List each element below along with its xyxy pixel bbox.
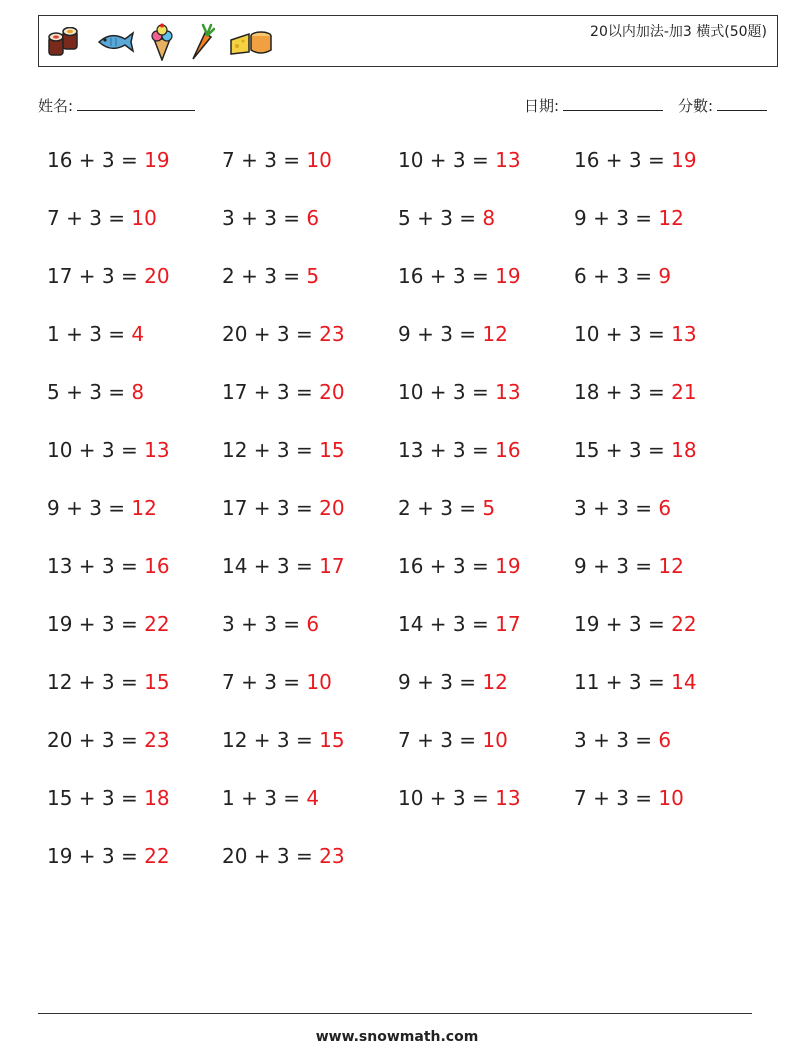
problem-answer: 17 [319, 554, 345, 578]
problem-answer: 10 [306, 670, 332, 694]
fish-icon [95, 29, 135, 55]
problem-item [47, 728, 170, 752]
problem-item [47, 264, 170, 288]
problem-answer: 8 [482, 206, 496, 230]
date-field [524, 95, 663, 116]
problem-item [47, 554, 170, 578]
problem-answer: 23 [319, 322, 345, 346]
problem-row [47, 372, 767, 430]
problem-question: 12 + 3 = [222, 438, 320, 462]
problem-answer: 20 [319, 380, 345, 404]
problem-question: 9 + 3 = [47, 496, 132, 520]
problem-item [398, 206, 495, 230]
problem-question: 15 + 3 = [574, 438, 672, 462]
problem-answer: 19 [671, 148, 697, 172]
problem-answer: 10 [658, 786, 684, 810]
problem-question: 5 + 3 = [398, 206, 483, 230]
problem-item [222, 264, 319, 288]
problem-question: 17 + 3 = [222, 496, 320, 520]
problem-item [222, 670, 332, 694]
problem-question: 1 + 3 = [222, 786, 307, 810]
problem-question: 11 + 3 = [574, 670, 672, 694]
problem-item [398, 380, 521, 404]
problem-item [398, 612, 521, 636]
problem-item [222, 786, 319, 810]
problem-question: 9 + 3 = [574, 554, 659, 578]
problem-question: 13 + 3 = [398, 438, 496, 462]
problem-item [574, 612, 697, 636]
footer-divider [38, 1013, 752, 1014]
problem-item [574, 554, 684, 578]
problem-question: 17 + 3 = [222, 380, 320, 404]
problem-item [398, 148, 521, 172]
problem-answer: 15 [319, 438, 345, 462]
problem-question: 9 + 3 = [574, 206, 659, 230]
problem-question: 3 + 3 = [222, 612, 307, 636]
score-label: 分數: [678, 97, 714, 115]
problem-item [47, 844, 170, 868]
problem-question: 10 + 3 = [574, 322, 672, 346]
problem-question: 3 + 3 = [574, 728, 659, 752]
problem-item [222, 322, 345, 346]
date-label: 日期: [524, 97, 560, 115]
problem-answer: 10 [131, 206, 157, 230]
problem-answer: 8 [131, 380, 145, 404]
problem-question: 7 + 3 = [47, 206, 132, 230]
problem-item [47, 612, 170, 636]
problem-item [574, 728, 671, 752]
problem-answer: 22 [144, 612, 170, 636]
problem-answer: 12 [658, 554, 684, 578]
problem-item [398, 786, 521, 810]
problem-question: 9 + 3 = [398, 322, 483, 346]
problem-row [47, 546, 767, 604]
problem-item [222, 496, 345, 520]
problem-item [222, 380, 345, 404]
problem-answer: 13 [144, 438, 170, 462]
problem-item [398, 554, 521, 578]
problem-item [47, 206, 157, 230]
problem-question: 17 + 3 = [47, 264, 145, 288]
icon-strip [47, 22, 273, 62]
problem-question: 7 + 3 = [574, 786, 659, 810]
problem-question: 1 + 3 = [47, 322, 132, 346]
problem-answer: 9 [658, 264, 672, 288]
problem-item [222, 728, 345, 752]
problem-row [47, 198, 767, 256]
score-blank-line[interactable] [717, 95, 767, 111]
problem-answer: 18 [671, 438, 697, 462]
problem-answer: 13 [495, 786, 521, 810]
problem-item [574, 786, 684, 810]
problem-question: 2 + 3 = [222, 264, 307, 288]
problem-item [47, 670, 170, 694]
problem-question: 5 + 3 = [47, 380, 132, 404]
page-title: 20以内加法-加3 横式(50題) [590, 24, 767, 40]
problem-row [47, 256, 767, 314]
problem-question: 3 + 3 = [574, 496, 659, 520]
problem-answer: 13 [495, 148, 521, 172]
problem-question: 6 + 3 = [574, 264, 659, 288]
problem-question: 14 + 3 = [222, 554, 320, 578]
problem-answer: 12 [482, 670, 508, 694]
problem-question: 9 + 3 = [398, 670, 483, 694]
problem-answer: 22 [671, 612, 697, 636]
problem-question: 18 + 3 = [574, 380, 672, 404]
problem-question: 2 + 3 = [398, 496, 483, 520]
problem-item [398, 728, 508, 752]
problem-question: 19 + 3 = [47, 612, 145, 636]
problem-item [222, 148, 332, 172]
problem-answer: 4 [131, 322, 145, 346]
problem-answer: 16 [144, 554, 170, 578]
problem-item [47, 496, 157, 520]
problem-item [47, 322, 144, 346]
problem-grid [47, 140, 767, 894]
problem-question: 10 + 3 = [398, 786, 496, 810]
problem-answer: 17 [495, 612, 521, 636]
problem-question: 12 + 3 = [222, 728, 320, 752]
carrot-icon [189, 23, 215, 61]
problem-item [398, 438, 521, 462]
problem-row [47, 604, 767, 662]
problem-question: 12 + 3 = [47, 670, 145, 694]
problem-item [47, 148, 170, 172]
problem-answer: 19 [495, 554, 521, 578]
ice-cream-cone-icon [149, 23, 175, 61]
problem-answer: 23 [319, 844, 345, 868]
problem-question: 16 + 3 = [574, 148, 672, 172]
problem-answer: 6 [658, 728, 672, 752]
problem-item [574, 380, 697, 404]
problem-question: 13 + 3 = [47, 554, 145, 578]
problem-answer: 21 [671, 380, 697, 404]
name-blank-line[interactable] [77, 95, 195, 111]
problem-row [47, 430, 767, 488]
problem-question: 14 + 3 = [398, 612, 496, 636]
problem-question: 16 + 3 = [398, 554, 496, 578]
problem-answer: 20 [319, 496, 345, 520]
problem-row [47, 778, 767, 836]
problem-question: 10 + 3 = [47, 438, 145, 462]
problem-question: 20 + 3 = [222, 322, 320, 346]
problem-question: 3 + 3 = [222, 206, 307, 230]
problem-item [398, 322, 508, 346]
problem-item [574, 148, 697, 172]
problem-answer: 12 [658, 206, 684, 230]
problem-item [574, 670, 697, 694]
problem-answer: 20 [144, 264, 170, 288]
problem-item [47, 380, 144, 404]
problem-item [398, 670, 508, 694]
problem-answer: 13 [671, 322, 697, 346]
date-blank-line[interactable] [563, 95, 663, 111]
problem-answer: 5 [306, 264, 320, 288]
problem-answer: 4 [306, 786, 320, 810]
problem-question: 15 + 3 = [47, 786, 145, 810]
problem-answer: 22 [144, 844, 170, 868]
problem-row [47, 662, 767, 720]
problem-item [47, 786, 170, 810]
problem-item [574, 206, 684, 230]
problem-question: 16 + 3 = [47, 148, 145, 172]
problem-question: 7 + 3 = [222, 148, 307, 172]
problem-item [222, 206, 319, 230]
problem-answer: 13 [495, 380, 521, 404]
problem-answer: 16 [495, 438, 521, 462]
problem-answer: 10 [482, 728, 508, 752]
problem-answer: 6 [306, 206, 320, 230]
score-field [678, 95, 767, 116]
problem-answer: 6 [306, 612, 320, 636]
problem-item [222, 438, 345, 462]
problem-item [574, 438, 697, 462]
problem-question: 10 + 3 = [398, 148, 496, 172]
problem-answer: 6 [658, 496, 672, 520]
problem-answer: 5 [482, 496, 496, 520]
footer-url: www.snowmath.com [315, 1029, 479, 1045]
problem-question: 7 + 3 = [222, 670, 307, 694]
problem-answer: 19 [144, 148, 170, 172]
problem-answer: 10 [306, 148, 332, 172]
problem-answer: 12 [482, 322, 508, 346]
problem-item [574, 322, 697, 346]
problem-question: 10 + 3 = [398, 380, 496, 404]
problem-item [398, 496, 495, 520]
problem-question: 19 + 3 = [574, 612, 672, 636]
problem-row [47, 140, 767, 198]
problem-item [574, 264, 671, 288]
problem-answer: 14 [671, 670, 697, 694]
problem-item [398, 264, 521, 288]
problem-answer: 23 [144, 728, 170, 752]
header-box [38, 15, 778, 67]
problem-question: 20 + 3 = [47, 728, 145, 752]
problem-answer: 19 [495, 264, 521, 288]
problem-row [47, 836, 767, 894]
problem-row [47, 314, 767, 372]
problem-answer: 12 [131, 496, 157, 520]
problem-question: 16 + 3 = [398, 264, 496, 288]
cheese-icon [229, 28, 273, 56]
problem-item [47, 438, 170, 462]
problem-question: 7 + 3 = [398, 728, 483, 752]
problem-row [47, 720, 767, 778]
problem-question: 19 + 3 = [47, 844, 145, 868]
problem-row [47, 488, 767, 546]
name-label: 姓名: [38, 97, 74, 115]
problem-answer: 18 [144, 786, 170, 810]
problem-question: 20 + 3 = [222, 844, 320, 868]
name-field [38, 95, 195, 116]
sushi-roll-icon [47, 27, 81, 57]
problem-answer: 15 [319, 728, 345, 752]
problem-item [222, 844, 345, 868]
problem-item [222, 612, 319, 636]
problem-item [574, 496, 671, 520]
problem-answer: 15 [144, 670, 170, 694]
problem-item [222, 554, 345, 578]
